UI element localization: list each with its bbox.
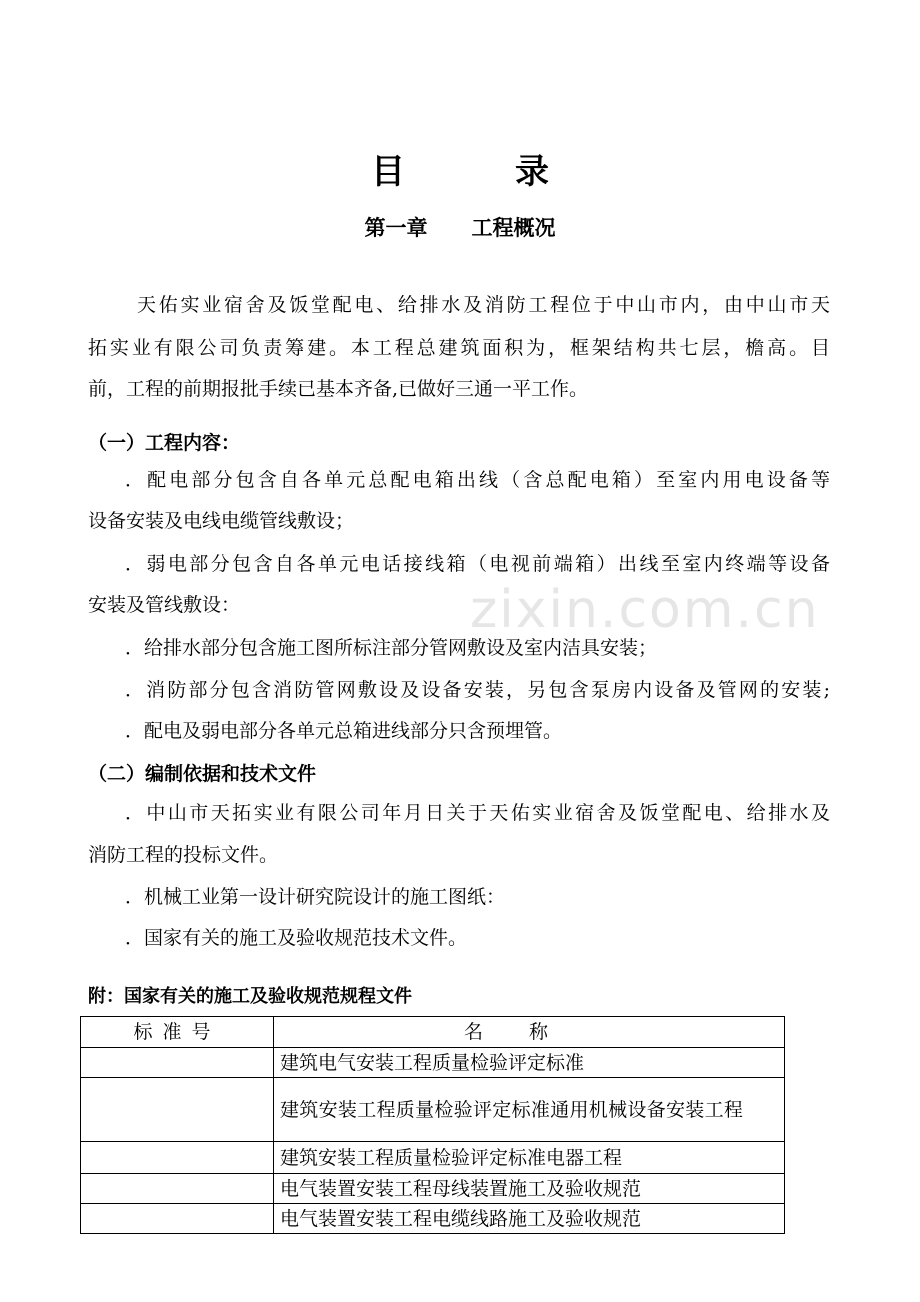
table-header-row bbox=[81, 1017, 785, 1048]
section1-item4: ．消防部分包含消防管网敷设及设备安装，另包含泵房内设备及管网的安装; bbox=[125, 679, 830, 701]
section1-heading: （一）工程内容： bbox=[88, 432, 241, 454]
appendix-heading: 附：国家有关的施工及验收规范规程文件 bbox=[88, 986, 412, 1007]
standards-table bbox=[80, 1016, 785, 1234]
chapter-name: 工程概况 bbox=[471, 216, 556, 240]
table-row bbox=[81, 1204, 785, 1234]
title-char-1: 目 bbox=[371, 152, 405, 192]
table-row bbox=[81, 1174, 785, 1204]
header-name: 名称 bbox=[274, 1017, 785, 1048]
intro-line-2: 拓实业有限公司负责筹建。本工程总建筑面积为，框架结构共七层，檐高。目 bbox=[88, 337, 830, 359]
cell-name: 建筑安装工程质量检验评定标准电器工程 bbox=[274, 1142, 785, 1174]
table-row bbox=[81, 1142, 785, 1174]
section1-item2-line2: 安装及管线敷设： bbox=[88, 594, 241, 616]
intro-line-3: 前，工程的前期报批手续已基本齐备,已做好三通一平工作。 bbox=[88, 378, 589, 400]
cell-standard bbox=[81, 1174, 274, 1204]
section2-item2: ．机械工业第一设计研究院设计的施工图纸： bbox=[125, 886, 506, 908]
table-row bbox=[81, 1048, 785, 1078]
intro-line-1: 天佑实业宿舍及饭堂配电、给排水及消防工程位于中山市内，由中山市天 bbox=[137, 294, 830, 316]
section1-item5: ．配电及弱电部分各单元总箱进线部分只含预埋管。 bbox=[125, 720, 563, 742]
section1-item3: ．给排水部分包含施工图所标注部分管网敷设及室内洁具安装； bbox=[125, 637, 658, 659]
cell-standard bbox=[81, 1142, 274, 1174]
section2-item1-line2: 消防工程的投标文件。 bbox=[88, 844, 279, 866]
cell-name: 电气装置安装工程电缆线路施工及验收规范 bbox=[274, 1204, 785, 1234]
chapter-number: 第一章 bbox=[364, 216, 428, 240]
cell-standard bbox=[81, 1078, 274, 1142]
watermark: zixin.com.cn bbox=[470, 580, 820, 640]
cell-standard bbox=[81, 1204, 274, 1234]
chapter-heading bbox=[0, 212, 920, 242]
table-row bbox=[81, 1078, 785, 1142]
section1-item2-line1: ．弱电部分包含自各单元电话接线箱（电视前端箱）出线至室内终端等设备 bbox=[125, 553, 830, 575]
cell-standard bbox=[81, 1048, 274, 1078]
cell-name: 建筑安装工程质量检验评定标准通用机械设备安装工程 bbox=[274, 1078, 785, 1142]
header-standard-number: 标准号 bbox=[81, 1017, 274, 1048]
section2-item3: ．国家有关的施工及验收规范技术文件。 bbox=[125, 927, 468, 949]
section1-item1-line1: ．配电部分包含自各单元总配电箱出线（含总配电箱）至室内用电设备等 bbox=[125, 469, 830, 491]
title-char-2: 录 bbox=[515, 152, 549, 192]
section2-heading: （二）编制依据和技术文件 bbox=[88, 763, 317, 785]
cell-name: 建筑电气安装工程质量检验评定标准 bbox=[274, 1048, 785, 1078]
section2-item1-line1: ．中山市天拓实业有限公司年月日关于天佑实业宿舍及饭堂配电、给排水及 bbox=[125, 802, 830, 824]
cell-name: 电气装置安装工程母线装置施工及验收规范 bbox=[274, 1174, 785, 1204]
section1-item1-line2: 设备安装及电线电缆管线敷设； bbox=[88, 510, 355, 532]
page-title bbox=[0, 144, 920, 193]
